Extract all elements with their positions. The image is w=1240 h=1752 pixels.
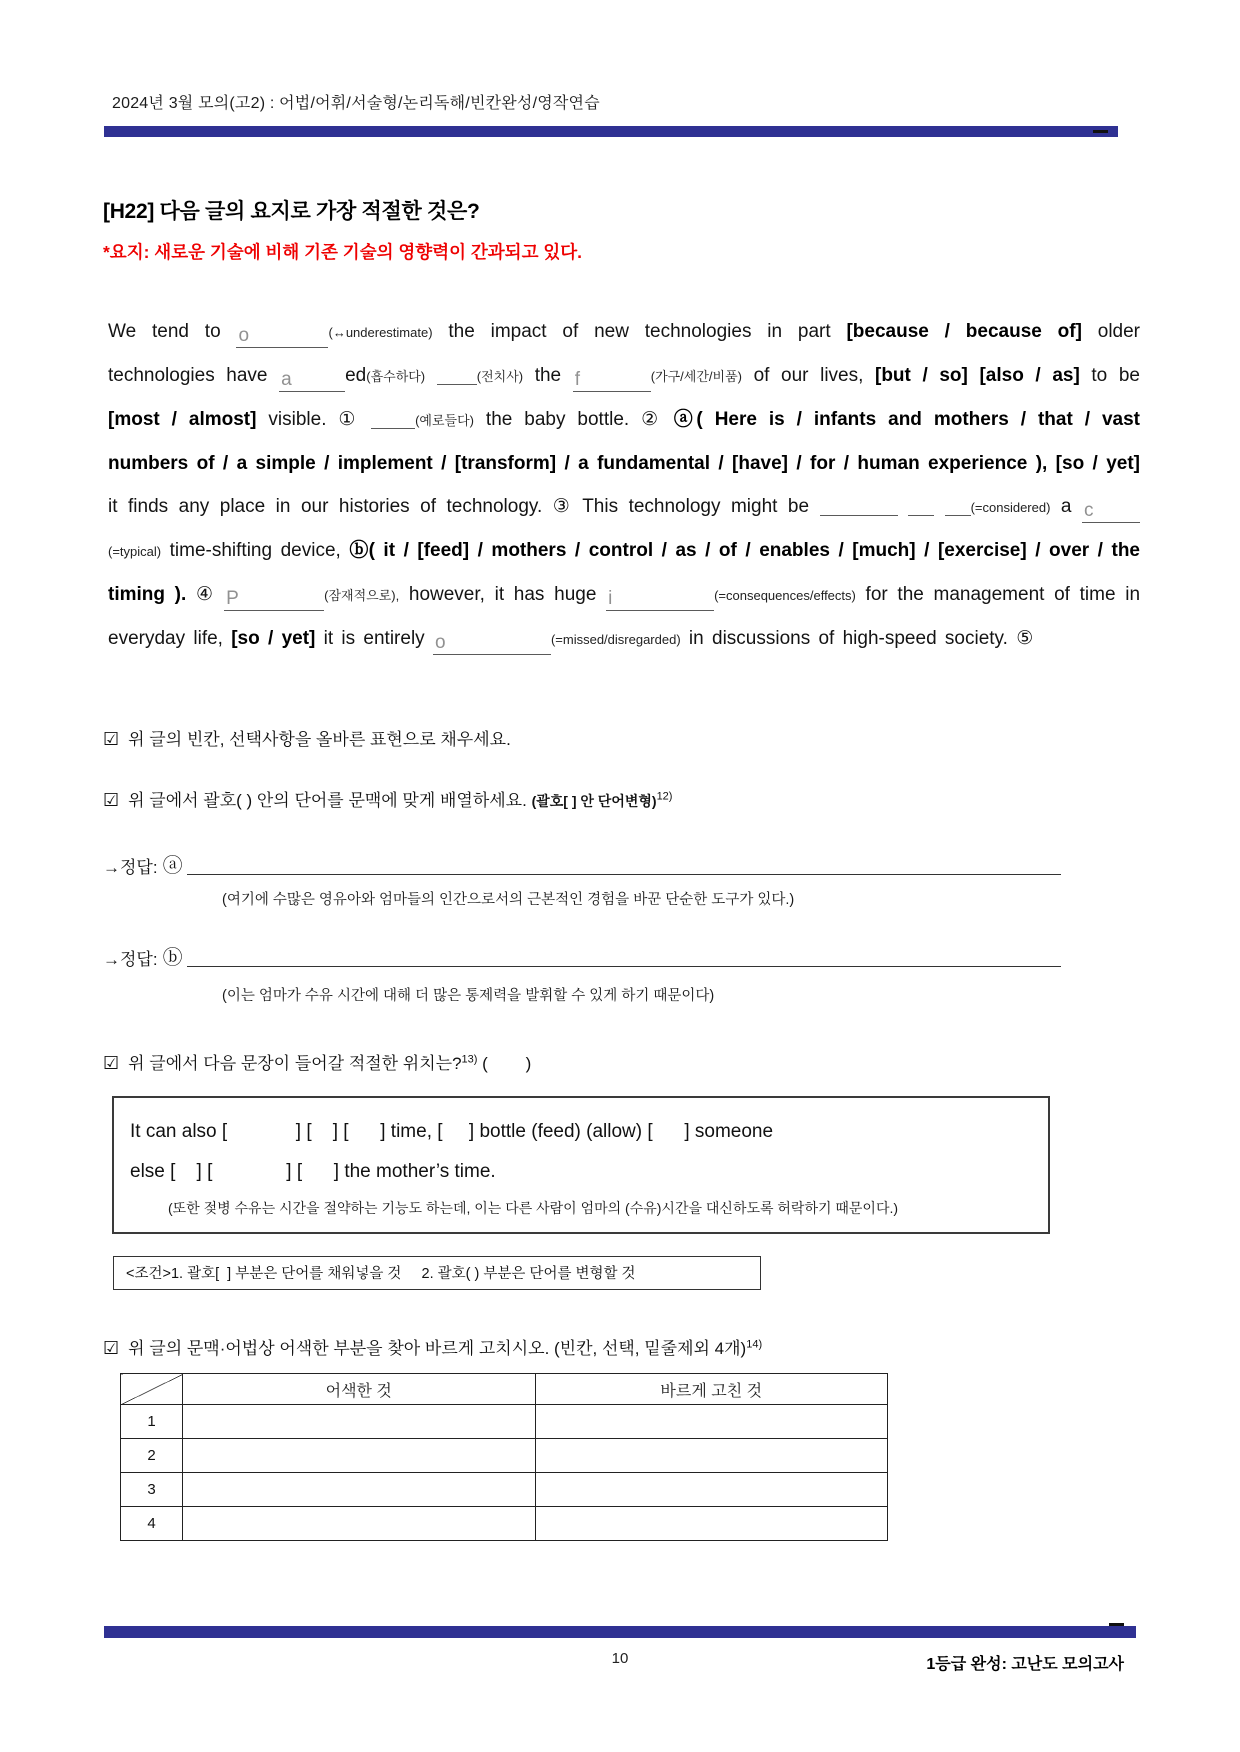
fill-in-blank: i (606, 587, 714, 611)
cell-fixed (535, 1439, 888, 1473)
task-arrange-words (103, 786, 1240, 811)
korean-hint: (=missed/disregarded) (550, 632, 681, 647)
divider-end-dash (1109, 1623, 1124, 1626)
row-number: 2 (121, 1439, 183, 1473)
answer-parens: ( ) (477, 1054, 532, 1073)
fill-in-blank: c (1082, 499, 1140, 523)
answer-arrow-label: →정답: (103, 950, 158, 969)
page-number: 10 (611, 1650, 629, 1667)
cell-wrong (183, 1439, 536, 1473)
footnote-ref: 13) (461, 1053, 478, 1066)
task-find-errors (103, 1334, 1240, 1359)
fill-in-blank: a (279, 368, 345, 392)
task-label: 위 글에서 다음 문장이 들어갈 적절한 위치는? (128, 1054, 462, 1073)
table-row (121, 1439, 888, 1473)
cell-fixed (535, 1473, 888, 1507)
correction-table (120, 1373, 888, 1541)
korean-hint: (=typical) (108, 544, 162, 559)
korean-hint: (=consequences/effects) (714, 588, 856, 603)
fill-in-blank: o (433, 631, 551, 655)
passage-text: We tend to o (↔underestimate) the impact of new technologies in part [because / because of] older technologies have a ed(흡수하다) (전치사) the f (가구/세간/비품) of our lives, [but / so] [also / as] to be [most / almost] visible. ① (예로들다) the baby bottle. ② ⓐ( Here is / infants and mothers / that / vast numbers of / a simple / implement / [transform] / a fundamental / [have] / for / human experience ), [so / yet] it finds any place in our histories of technology. ③ This technology might be (=considered) a c(=typical) time-shifting device, ⓑ( it / [feed] / mothers / control / as / of / enables / [much] / [exercise] / over / the timing ). ④ P (잠재적으로), however, it has huge i (=consequences/effects) for the management of time in everyday life, [so / yet] it is entirely o (=missed/disregarded) in discussions of high-speed society. ⑤ (108, 321, 1141, 653)
task-label: 위 글에서 괄호( ) 안의 단어를 문맥에 맞게 배열하세요. (128, 791, 532, 810)
circled-a-marker: ⓐ (162, 855, 183, 877)
checkbox-icon: ☑ (103, 1053, 120, 1073)
header-course-title: 2024년 3월 모의(고2) : 어법/어휘/서술형/논리독해/빈칸완성/영작연습 (112, 95, 600, 112)
checkbox-icon: ☑ (103, 1338, 120, 1358)
answer-blank-line (187, 873, 1061, 875)
cell-fixed (535, 1405, 888, 1439)
answer-line-b (103, 941, 1061, 970)
table-row (121, 1507, 888, 1541)
korean-hint: (흡수하다) (366, 369, 426, 384)
cell-wrong (183, 1473, 536, 1507)
fill-in-blank (820, 492, 898, 516)
row-number: 3 (121, 1473, 183, 1507)
answer-a-translation: (여기에 수많은 영유아와 엄마들의 인간으로서의 근본적인 경험을 바꾼 단순한 도구가 있다.) (222, 892, 795, 908)
row-number: 4 (121, 1507, 183, 1541)
answer-b-translation: (이는 엄마가 수유 시간에 대해 더 많은 통제력을 발휘할 수 있게 하기 때문이다) (222, 988, 715, 1004)
fill-in-blank: P (224, 587, 324, 611)
fill-in-blank: o (236, 324, 328, 348)
cell-wrong (183, 1507, 536, 1541)
header-divider-bar (104, 126, 1118, 137)
footnote-ref: 14) (746, 1338, 763, 1351)
footnote-ref: 12) (656, 790, 673, 803)
insertion-sentence-box (112, 1096, 1050, 1234)
korean-hint: (예로들다) (415, 413, 474, 428)
question-title: [H22] 다음 글의 요지로 가장 적절한 것은? (103, 200, 480, 223)
fill-in-blank (945, 492, 971, 516)
fill-in-blank: f (573, 368, 651, 392)
fill-in-blank (437, 361, 477, 385)
row-number: 1 (121, 1405, 183, 1439)
answer-blank-line (187, 965, 1061, 967)
table-header-row (121, 1374, 888, 1405)
task-label: 위 글의 빈칸, 선택사항을 올바른 표현으로 채우세요. (128, 730, 511, 749)
checkbox-icon: ☑ (103, 729, 120, 749)
cell-wrong (183, 1405, 536, 1439)
fill-in-blank (371, 405, 415, 429)
condition-box: <조건>1. 괄호[ ] 부분은 단어를 채워넣을 것 2. 괄호( ) 부분은 단어를 변형할 것 (113, 1256, 761, 1290)
task-label: 위 글의 문맥·어법상 어색한 부분을 찾아 바르게 고치시오. (빈칸, 선택, 밑줄제외 4개) (128, 1339, 747, 1358)
table-row (121, 1473, 888, 1507)
cell-fixed (535, 1507, 888, 1541)
question-summary: *요지: 새로운 기술에 비해 기존 기술의 영향력이 간과되고 있다. (103, 242, 583, 262)
korean-hint: (전치사) (476, 369, 524, 384)
insertion-sentence-line-1: It can also [ ] [ ] [ ] time, [ ] bottle (feed) (allow) [ ] someone (130, 1121, 774, 1142)
task-sentence-position (103, 1049, 1240, 1074)
insertion-sentence-translation: (또한 젖병 수유는 시간을 절약하는 기능도 하는데, 이는 다른 사람이 엄마의 (수유)시간을 대신하도록 허락하기 때문이다.) (168, 1200, 899, 1216)
task-fill-blanks (103, 725, 1240, 750)
fill-in-blank (908, 492, 934, 516)
table-corner-cell (121, 1374, 183, 1405)
insertion-sentence-line-2: else [ ] [ ] [ ] the mother’s time. (130, 1161, 496, 1182)
checkbox-icon: ☑ (103, 790, 120, 810)
task-note: (괄호[ ] 안 단어변형) (531, 793, 657, 809)
column-header-wrong: 어색한 것 (183, 1374, 536, 1405)
answer-line-a (103, 849, 1061, 878)
korean-hint: (↔underestimate) (328, 325, 433, 340)
footer-divider-bar (104, 1626, 1136, 1638)
footer-brand: 1등급 완성: 고난도 모의고사 (926, 1656, 1124, 1673)
answer-arrow-label: →정답: (103, 858, 158, 877)
korean-hint: (=considered) (970, 500, 1051, 515)
korean-hint: (가구/세간/비품) (650, 369, 742, 384)
circled-b-marker: ⓑ (162, 947, 183, 969)
column-header-fixed: 바르게 고친 것 (535, 1374, 888, 1405)
table-row (121, 1405, 888, 1439)
korean-hint: (잠재적으로), (324, 588, 400, 603)
divider-end-dash (1093, 130, 1108, 133)
